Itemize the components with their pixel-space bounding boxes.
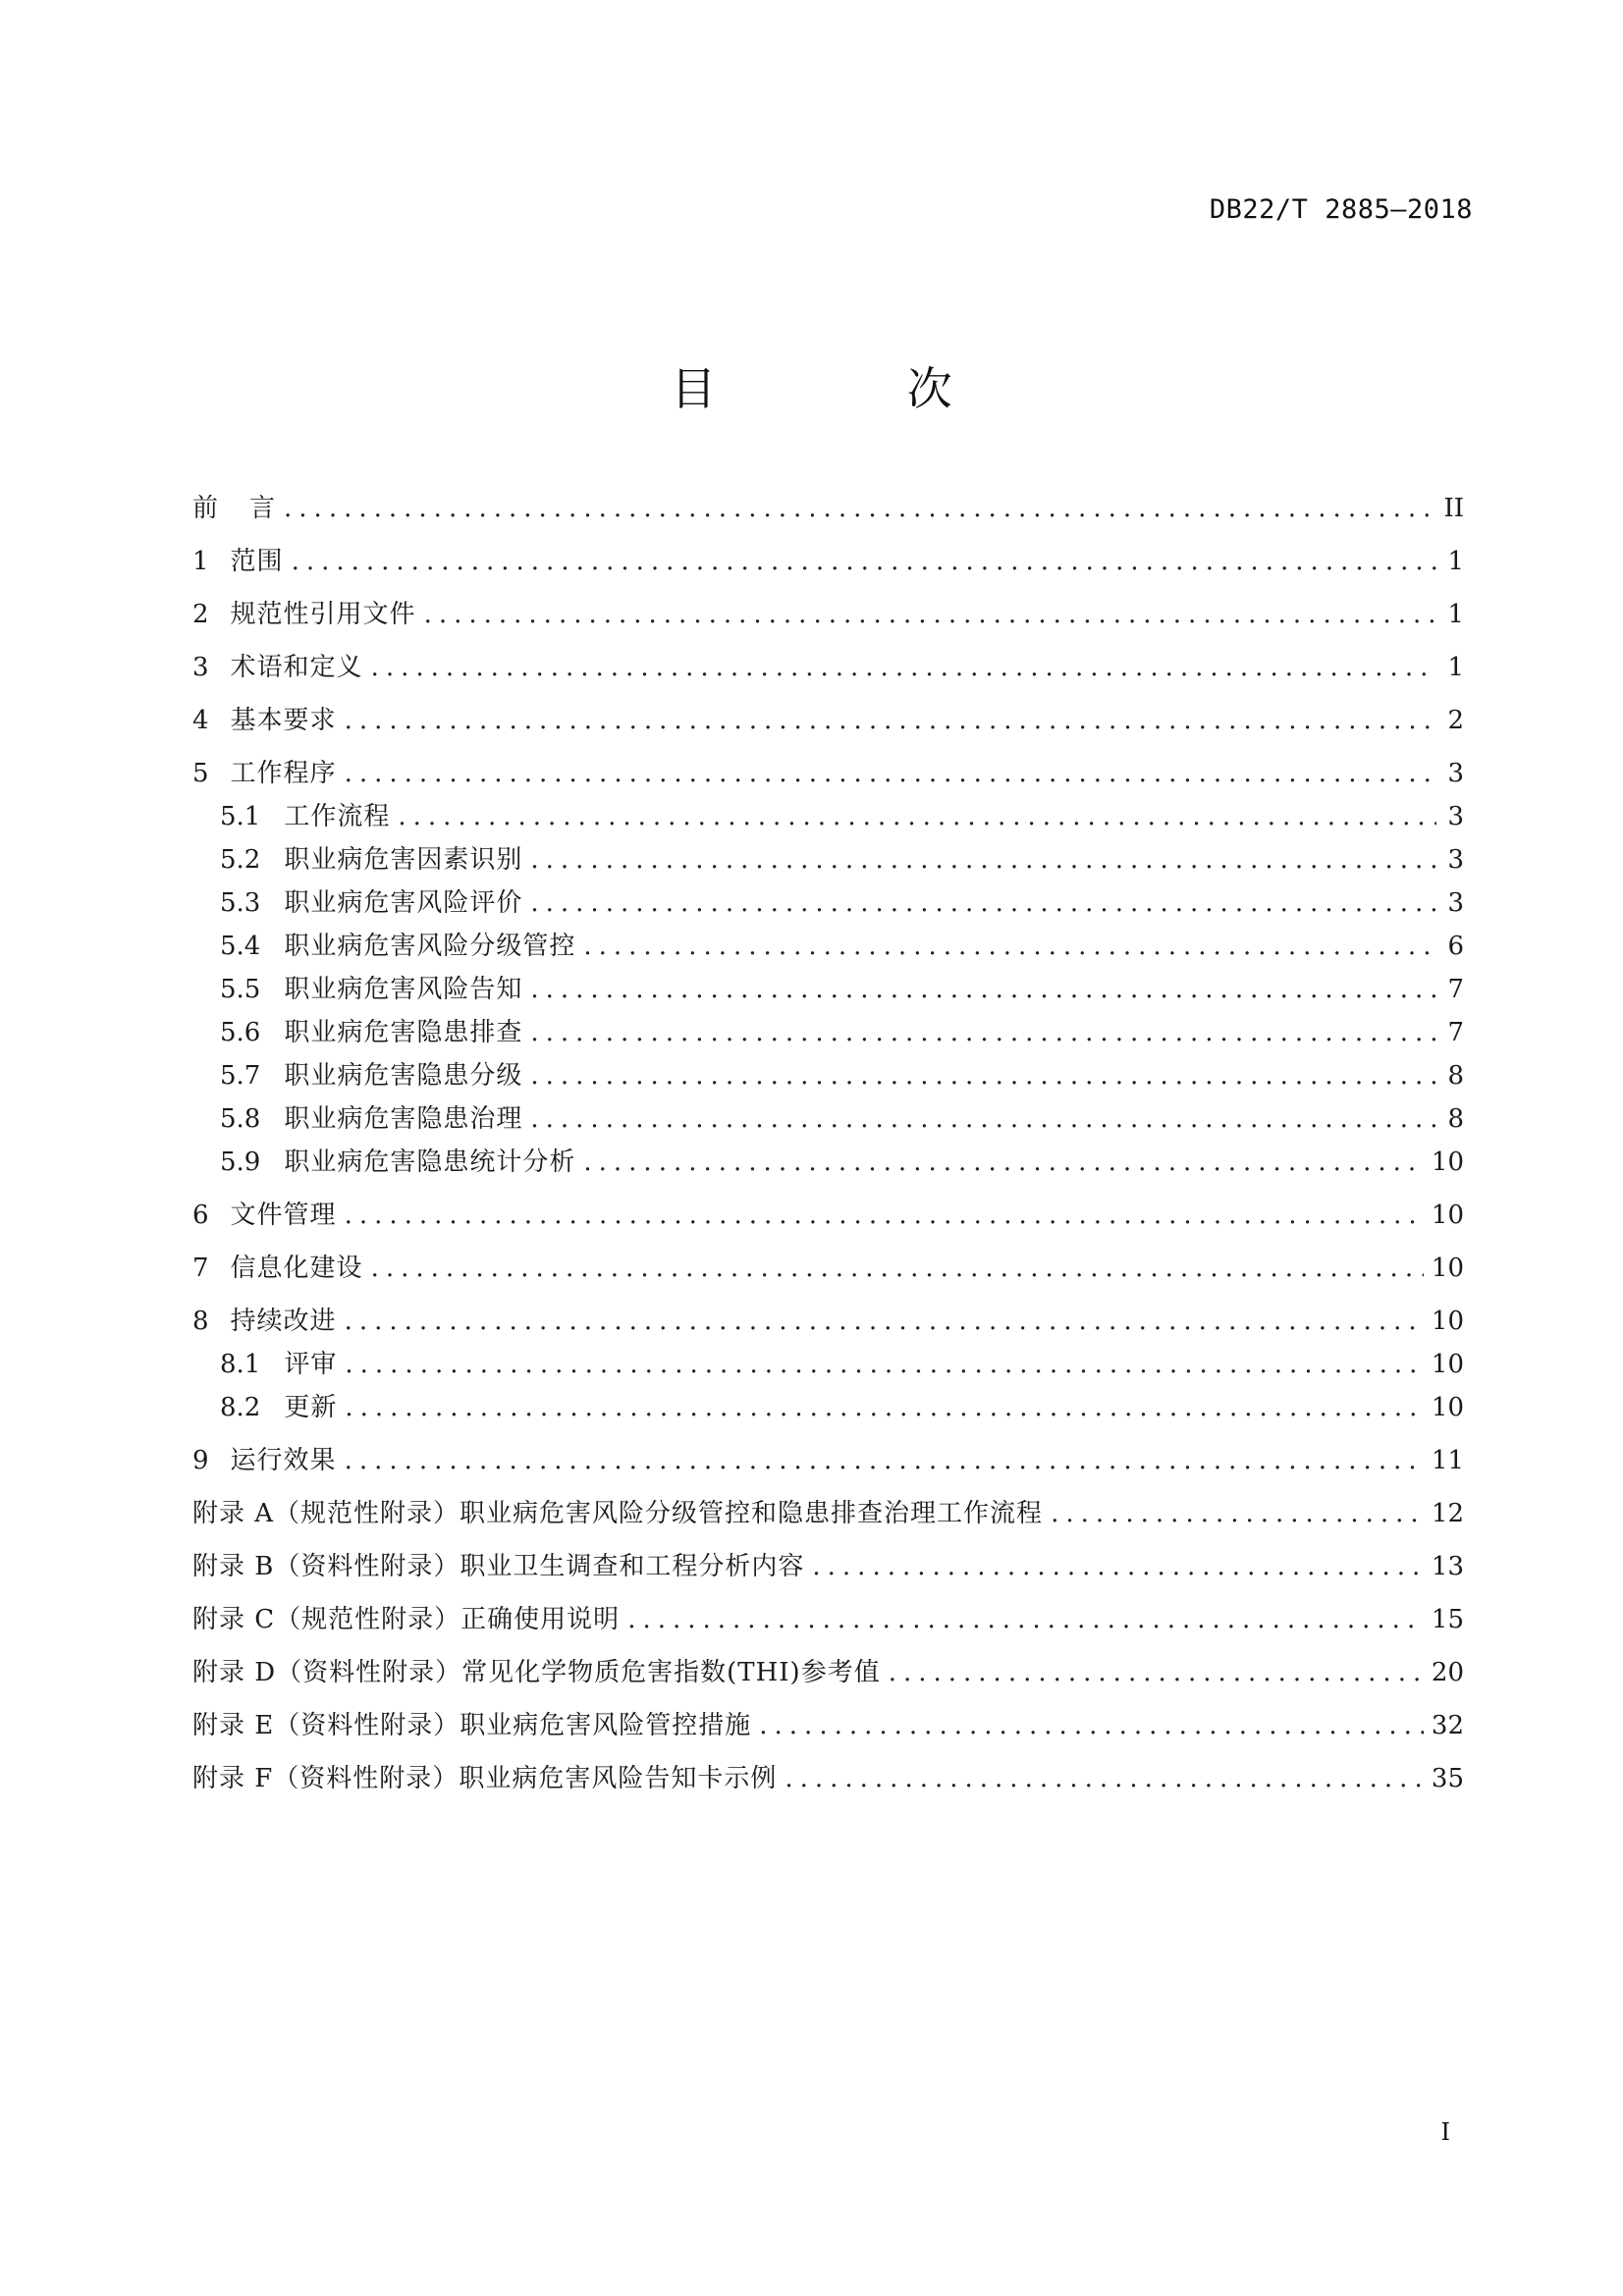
toc-entry-page: 3 — [1447, 888, 1464, 918]
toc-entry-page: 6 — [1447, 932, 1464, 961]
toc-entry-page: II — [1443, 494, 1464, 523]
toc-entry-page: 10 — [1431, 1307, 1464, 1336]
toc-entry-page: 10 — [1431, 1350, 1464, 1379]
toc-entry-page: 1 — [1447, 600, 1464, 629]
toc-entry-8-2[interactable] — [192, 1386, 1464, 1429]
toc-entry-title: 规范性引用文件 — [230, 600, 416, 629]
toc-entry-number: 5 — [192, 759, 209, 788]
toc-entry-title: 职业病危害隐患分级 — [284, 1061, 523, 1091]
toc-entry-title: 文件管理 — [230, 1201, 337, 1230]
toc-leader-dots — [530, 838, 1436, 881]
toc-entry-5[interactable] — [192, 752, 1464, 795]
toc-entry-number: 5.1 — [220, 802, 261, 831]
toc-entry-title: 职业病危害隐患统计分析 — [284, 1148, 576, 1177]
toc-entry-number: 前 — [192, 494, 219, 523]
toc-appendix-label: 附录 F（资料性附录） — [192, 1764, 460, 1793]
toc-entry-6[interactable] — [192, 1194, 1464, 1237]
toc-entry-number: 8 — [192, 1307, 209, 1336]
page-number: I — [1440, 2118, 1450, 2146]
toc-entry-number: 5.7 — [220, 1061, 261, 1091]
toc-appendix-label: 附录 E（资料性附录） — [192, 1711, 460, 1740]
toc-leader-dots — [345, 1439, 1424, 1482]
toc-entry-page: 8 — [1447, 1104, 1464, 1134]
toc-appendix-label: 附录 A（规范性附录） — [192, 1499, 460, 1528]
toc-entry-5-2[interactable] — [192, 838, 1464, 881]
toc-entry-number: 8.1 — [220, 1350, 261, 1379]
toc-entry-number: 5.8 — [220, 1104, 261, 1134]
toc-leader-dots — [1051, 1492, 1424, 1535]
toc-leader-dots — [345, 1300, 1424, 1343]
toc-leader-dots — [530, 881, 1436, 925]
toc-leader-dots — [784, 1757, 1424, 1800]
toc-entry-title: 职业病危害风险告知卡示例 — [459, 1764, 778, 1793]
toc-leader-dots — [284, 487, 1435, 530]
toc-leader-dots — [345, 1386, 1424, 1429]
toc-entry-number: 2 — [192, 600, 209, 629]
toc-entry-title: 职业病危害风险分级管控和隐患排查治理工作流程 — [460, 1499, 1044, 1528]
toc-entry-page: 1 — [1447, 653, 1464, 682]
toc-entry-page: 10 — [1431, 1254, 1464, 1283]
toc-entry-2[interactable] — [192, 593, 1464, 636]
toc-entry-number: 4 — [192, 706, 209, 735]
toc-entry-page: 15 — [1431, 1605, 1464, 1634]
toc-leader-dots — [530, 968, 1436, 1011]
toc-entry-number: 5.9 — [220, 1148, 261, 1177]
toc-entry-1[interactable] — [192, 540, 1464, 583]
toc-entry-5-7[interactable] — [192, 1054, 1464, 1097]
toc-entry-title: 正确使用说明 — [460, 1605, 621, 1634]
toc-entry-5-4[interactable] — [192, 925, 1464, 968]
toc-leader-dots — [583, 1141, 1424, 1184]
toc-entry-title: 信息化建设 — [230, 1254, 363, 1283]
toc-entry-title: 常见化学物质危害指数(THI)参考值 — [461, 1658, 881, 1687]
toc-entry-page: 12 — [1431, 1499, 1464, 1528]
toc-entry-number: 5.6 — [220, 1018, 261, 1047]
toc-entry-title: 职业卫生调查和工程分析内容 — [460, 1552, 805, 1581]
toc-entry-9[interactable] — [192, 1439, 1464, 1482]
toc-entry-8[interactable] — [192, 1300, 1464, 1343]
toc-entry-page: 3 — [1447, 759, 1464, 788]
toc-entry-title: 职业病危害风险告知 — [284, 975, 523, 1004]
toc-entry-page: 11 — [1431, 1446, 1464, 1475]
toc-leader-dots — [627, 1598, 1424, 1641]
toc-entry-title: 职业病危害隐患治理 — [284, 1104, 523, 1134]
toc-entry-title: 术语和定义 — [230, 653, 363, 682]
toc-entry-4[interactable] — [192, 699, 1464, 742]
toc-leader-dots — [345, 1194, 1424, 1237]
toc-leader-dots — [812, 1545, 1424, 1588]
toc-entry-title: 职业病危害风险管控措施 — [460, 1711, 752, 1740]
toc-entry-5-3[interactable] — [192, 881, 1464, 925]
toc-entry-number: 7 — [192, 1254, 209, 1283]
toc-entry-number: 5.5 — [220, 975, 261, 1004]
toc-entry-number: 1 — [192, 547, 209, 576]
page-title: 目 次 — [671, 362, 1041, 415]
toc-entry-page: 7 — [1447, 1018, 1464, 1047]
toc-entry-5-9[interactable] — [192, 1141, 1464, 1184]
toc-entry-page: 32 — [1431, 1711, 1464, 1740]
toc-entry-title: 职业病危害风险分级管控 — [284, 932, 576, 961]
toc-entry-foreword[interactable] — [192, 487, 1464, 530]
toc-entry-page: 7 — [1447, 975, 1464, 1004]
toc-entry-page: 20 — [1431, 1658, 1464, 1687]
toc-entry-7[interactable] — [192, 1247, 1464, 1290]
toc-entry-title: 工作流程 — [284, 802, 391, 831]
toc-leader-dots — [889, 1651, 1424, 1694]
toc-entry-appendix-a[interactable] — [192, 1492, 1464, 1535]
toc-entry-page: 3 — [1447, 845, 1464, 875]
toc-entry-title: 持续改进 — [230, 1307, 337, 1336]
toc-entry-title: 言 — [249, 494, 277, 523]
toc-leader-dots — [345, 1343, 1424, 1386]
table-of-contents — [192, 487, 1464, 1800]
document-number: DB22/T 2885—2018 — [1209, 194, 1473, 225]
toc-leader-dots — [371, 1247, 1424, 1290]
toc-appendix-label: 附录 B（资料性附录） — [192, 1552, 460, 1581]
toc-entry-title: 范围 — [230, 547, 284, 576]
toc-entry-page: 8 — [1447, 1061, 1464, 1091]
toc-entry-page: 3 — [1447, 802, 1464, 831]
toc-entry-title: 评审 — [284, 1350, 338, 1379]
toc-entry-title: 职业病危害风险评价 — [284, 888, 523, 918]
toc-appendix-label: 附录 D（资料性附录） — [192, 1658, 462, 1687]
toc-entry-title: 基本要求 — [230, 706, 337, 735]
toc-entry-page: 1 — [1447, 547, 1464, 576]
toc-entry-page: 2 — [1447, 706, 1464, 735]
toc-entry-8-1[interactable] — [192, 1343, 1464, 1386]
toc-entry-title: 职业病危害因素识别 — [284, 845, 523, 875]
toc-entry-5-6[interactable] — [192, 1011, 1464, 1054]
toc-entry-appendix-e[interactable] — [192, 1704, 1464, 1747]
toc-entry-number: 6 — [192, 1201, 209, 1230]
toc-entry-appendix-b[interactable] — [192, 1545, 1464, 1588]
toc-leader-dots — [292, 540, 1436, 583]
toc-entry-number: 5.4 — [220, 932, 261, 961]
toc-entry-number: 5.2 — [220, 845, 261, 875]
toc-leader-dots — [530, 1054, 1436, 1097]
toc-entry-page: 13 — [1431, 1552, 1464, 1581]
toc-leader-dots — [583, 925, 1436, 968]
toc-entry-3[interactable] — [192, 646, 1464, 689]
toc-entry-appendix-c[interactable] — [192, 1598, 1464, 1641]
toc-entry-page: 10 — [1431, 1148, 1464, 1177]
toc-entry-number: 3 — [192, 653, 209, 682]
toc-entry-title: 工作程序 — [230, 759, 337, 788]
toc-entry-appendix-d[interactable] — [192, 1651, 1464, 1694]
toc-appendix-label: 附录 C（规范性附录） — [192, 1605, 461, 1634]
toc-entry-number: 9 — [192, 1446, 209, 1475]
toc-leader-dots — [530, 1097, 1436, 1141]
toc-leader-dots — [345, 752, 1436, 795]
toc-entry-number: 8.2 — [220, 1393, 261, 1422]
toc-entry-page: 10 — [1431, 1201, 1464, 1230]
toc-leader-dots — [424, 593, 1436, 636]
toc-entry-title: 更新 — [284, 1393, 338, 1422]
toc-entry-5-1[interactable] — [192, 795, 1464, 838]
toc-entry-page: 10 — [1431, 1393, 1464, 1422]
toc-leader-dots — [759, 1704, 1424, 1747]
toc-entry-5-5[interactable] — [192, 968, 1464, 1011]
toc-entry-5-8[interactable] — [192, 1097, 1464, 1141]
toc-leader-dots — [398, 795, 1436, 838]
toc-leader-dots — [345, 699, 1436, 742]
toc-entry-number: 5.3 — [220, 888, 261, 918]
toc-entry-title: 运行效果 — [230, 1446, 337, 1475]
toc-leader-dots — [371, 646, 1436, 689]
toc-entry-page: 35 — [1431, 1764, 1464, 1793]
toc-entry-appendix-f[interactable] — [192, 1757, 1464, 1800]
toc-leader-dots — [530, 1011, 1436, 1054]
toc-entry-title: 职业病危害隐患排查 — [284, 1018, 523, 1047]
